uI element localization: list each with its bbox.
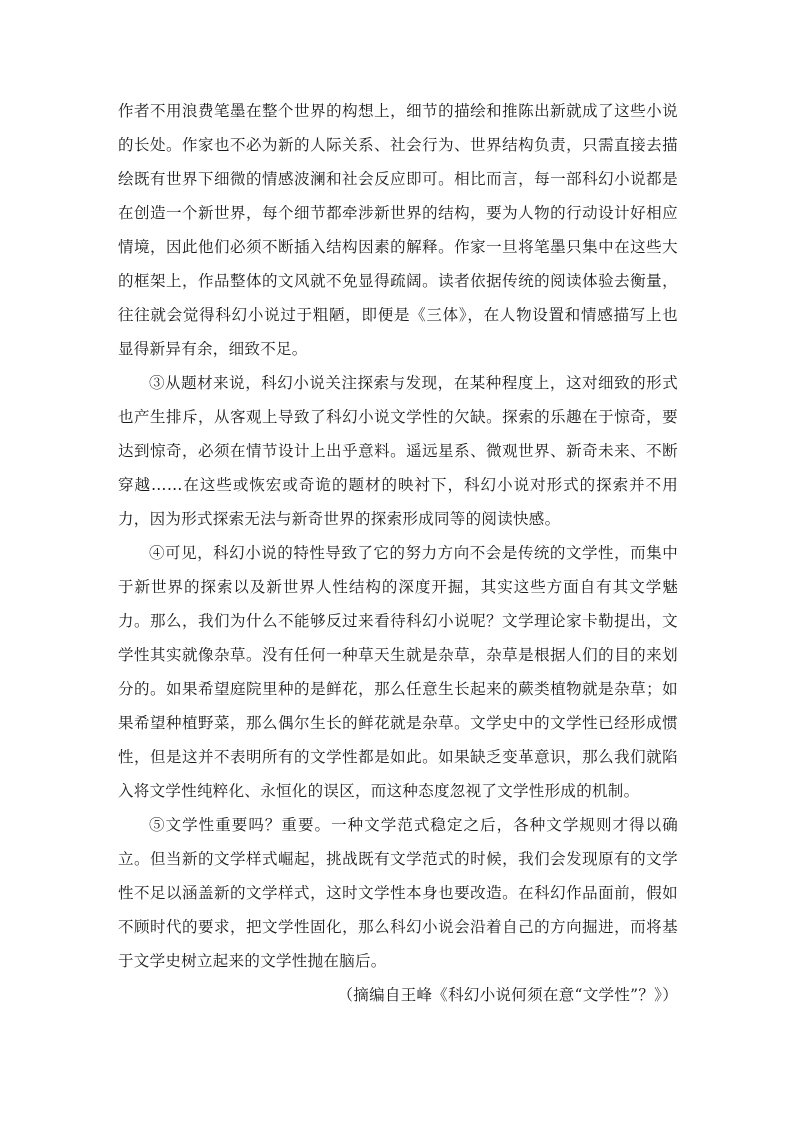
source-citation: （摘编自王峰《科幻小说何须在意“文学性”？》） <box>337 986 678 1004</box>
paragraph-continued: 作者不用浪费笔墨在整个世界的构想上，细节的描绘和推陈出新就成了这些小说的长处。作家也不必为新的人际关系、社会行为、世界结构负责，只需直接去描绘既有世界下细微的情感波澜和社会反应即可。相比而言，每一部科幻小说都是在创造一个新世界，每个细节都牵涉新世界的结构，要为人物的行动设计好相应情境，因此他们必须不断插入结构因素的解释。作家一旦将笔墨只集中在这些大的框架上，作品整体的文风就不免显得疏阔。读者依据传统的阅读体验去衡量，往往就会觉得科幻小说过于粗陋，即便是《三体》，在人物设置和情感描写上也显得新异有余，细致不足。 <box>118 102 678 358</box>
article-body <box>118 94 678 1012</box>
paragraph-3: ③从题材来说，科幻小说关注探索与发现，在某种程度上，这对细致的形式也产生排斥，从客观上导致了科幻小说文学性的欠缺。探索的乐趣在于惊奇，要达到惊奇，必须在情节设计上出乎意料。遥远星系、微观世界、新奇未来、不断穿越……在这些或恢宏或奇诡的题材的映衬下，科幻小说对形式的探索并不用力，因为形式探索无法与新奇世界的探索形成同等的阅读快感。 <box>118 374 678 528</box>
paragraph-4: ④可见，科幻小说的特性导致了它的努力方向不会是传统的文学性，而集中于新世界的探索以及新世界人性结构的深度开掘，其实这些方面自有其文学魅力。那么，我们为什么不能够反过来看待科幻小说呢？文学理论家卡勒提出，文学性其实就像杂草。没有任何一种草天生就是杂草，杂草是根据人们的目的来划分的。如果希望庭院里种的是鲜花，那么任意生长起来的蕨类植物就是杂草；如果希望种植野菜，那么偶尔生长的鲜花就是杂草。文学史中的文学性已经形成惯性，但是这并不表明所有的文学性都是如此。如果缺乏变革意识，那么我们就陷入将文学性纯粹化、永恒化的误区，而这种态度忽视了文学性形成的机制。 <box>118 544 678 800</box>
paragraph-5: ⑤文学性重要吗？重要。一种文学范式稳定之后，各种文学规则才得以确立。但当新的文学样式崛起，挑战既有文学范式的时候，我们会发现原有的文学性不足以涵盖新的文学样式，这时文学性本身也要改造。在科幻作品面前，假如不顾时代的要求，把文学性固化，那么科幻小说会沿着自己的方向掘进，而将基于文学史树立起来的文学性抛在脑后。 <box>118 816 678 970</box>
